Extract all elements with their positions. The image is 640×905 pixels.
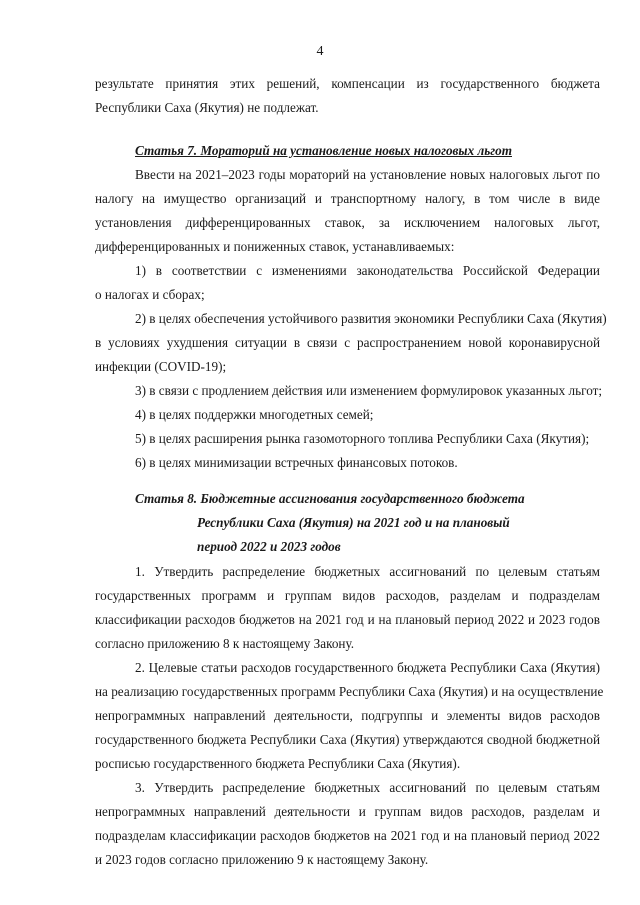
list-item: 3) в связи с продлением действия или изменением формулировок указанных льгот;	[135, 383, 603, 398]
article-7-heading: Статья 7. Мораторий на установление новых налоговых льгот	[135, 143, 512, 158]
article-8-heading: Статья 8. Бюджетные ассигнования государственного бюджета	[135, 491, 525, 506]
list-item: 4) в целях поддержки многодетных семей;	[135, 407, 374, 422]
text-line: Ввести на 2021–2023 годы мораторий на установление новых налоговых льгот по	[135, 167, 600, 182]
text-line: подразделам классификации расходов бюджетов на 2021 год и на плановый период 2022	[95, 828, 600, 843]
text-line: согласно приложению 8 к настоящему Закону.	[95, 636, 355, 651]
article-8-heading: Республики Саха (Якутия) на 2021 год и на плановый	[197, 515, 510, 530]
text-line: государственных программ и группам видов расходов, разделам и подразделам	[95, 588, 600, 603]
article-8-heading: период 2022 и 2023 годов	[197, 539, 341, 554]
text-line: о налогах и сборах;	[95, 287, 205, 302]
text-line: государственного бюджета Республики Саха (Якутия) утверждаются сводной бюджетной	[95, 732, 600, 747]
text-line: 1. Утвердить распределение бюджетных ассигнований по целевым статьям	[135, 564, 600, 579]
text-line: и 2023 годов согласно приложению 9 к настоящему Закону.	[95, 852, 429, 867]
list-item: 1) в соответствии с изменениями законодательства Российской Федерации	[135, 263, 600, 278]
list-item: 6) в целях минимизации встречных финансовых потоков.	[135, 455, 458, 470]
text-line: в условиях ухудшения ситуации в связи с распространением новой коронавирусной	[95, 335, 600, 350]
text-line: классификации расходов бюджетов на 2021 год и на плановый период 2022 и 2023 годов	[95, 612, 600, 627]
list-item: 2) в целях обеспечения устойчивого развития экономики Республики Саха (Якутия)	[135, 311, 607, 326]
text-line: дифференцированных и пониженных ставок, устанавливаемых:	[95, 239, 455, 254]
text-line: 3. Утвердить распределение бюджетных ассигнований по целевым статьям	[135, 780, 600, 795]
text-line: непрограммных направлений деятельности, подгруппы и элементы видов расходов	[95, 708, 600, 723]
text-line: установления дифференцированных ставок, за исключением налоговых льгот,	[95, 215, 600, 230]
text-line: росписью государственного бюджета Республики Саха (Якутия).	[95, 756, 461, 771]
text-line: непрограммных направлений деятельности и группам видов расходов, разделам и	[95, 804, 600, 819]
page-number: 4	[316, 44, 324, 59]
text-line: Республики Саха (Якутия) не подлежат.	[95, 100, 319, 115]
text-line: налогу на имущество организаций и транспортному налогу, в том числе в виде	[95, 191, 600, 206]
text-line: на реализацию государственных программ Республики Саха (Якутия) и на осуществление	[95, 684, 604, 699]
text-line: 2. Целевые статьи расходов государственного бюджета Республики Саха (Якутия)	[135, 660, 600, 675]
text-line: инфекции (COVID-19);	[95, 359, 227, 374]
list-item: 5) в целях расширения рынка газомоторного топлива Республики Саха (Якутия);	[135, 431, 590, 446]
text-line: результате принятия этих решений, компенсации из государственного бюджета	[95, 76, 600, 91]
